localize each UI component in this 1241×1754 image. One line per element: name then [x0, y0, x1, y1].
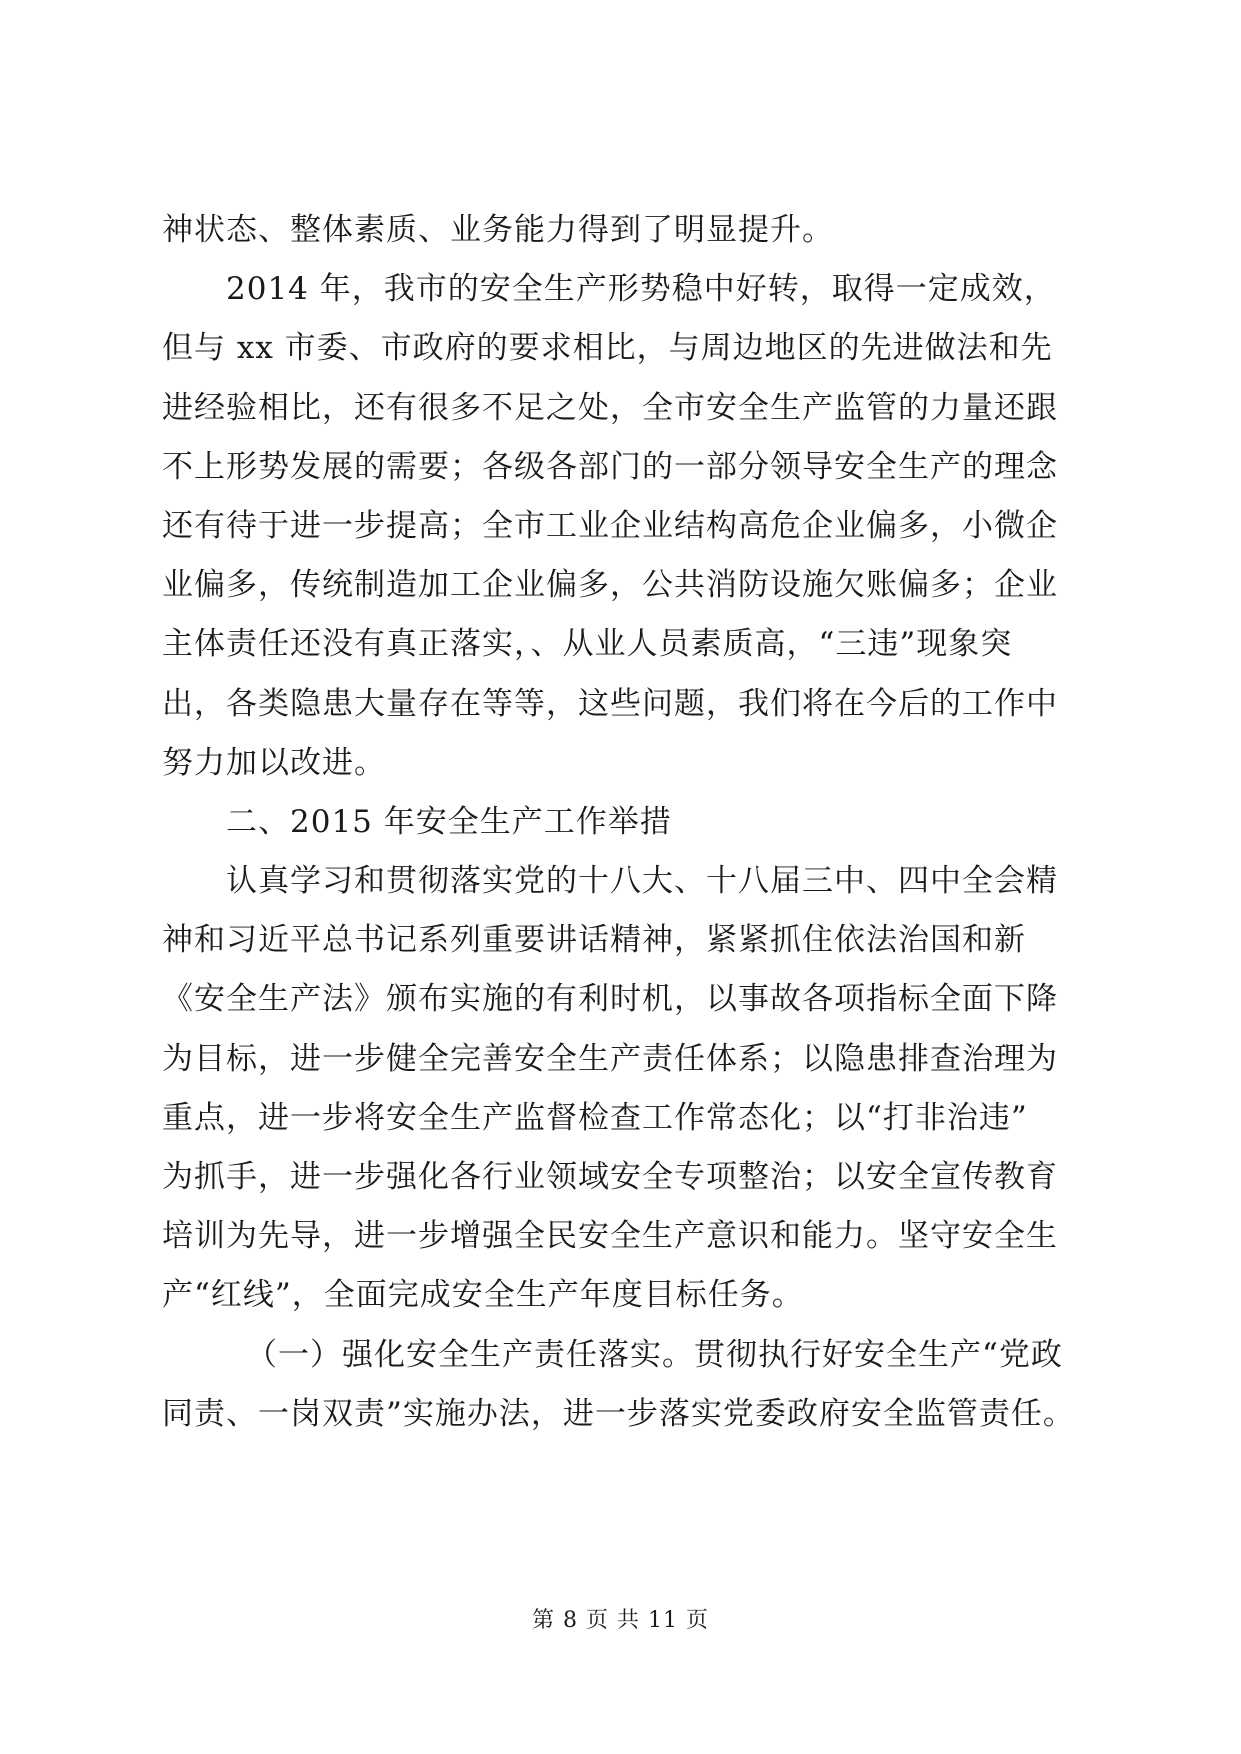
text-line: 努力加以改进。 [162, 744, 386, 781]
text-line: 主体责任还没有真正落实，、从业人员素质高，“三违”现象突 [162, 626, 1013, 663]
text-line: 《安全生产法》颁布实施的有利时机，以事故各项指标全面下降 [162, 981, 1058, 1018]
text-line: 重点，进一步将安全生产监督检查工作常态化；以“打非治违” [162, 1099, 1028, 1136]
text-line: 为抓手，进一步强化各行业领域安全专项整治；以安全宣传教育 [162, 1159, 1058, 1195]
text-line: 进经验相比，还有很多不足之处，全市安全生产监管的力量还跟 [162, 389, 1058, 426]
text-line: 出，各类隐患大量存在等等，这些问题，我们将在今后的工作中 [162, 685, 1058, 722]
text-line: 产“红线”，全面完成安全生产年度目标任务。 [162, 1277, 804, 1314]
paragraph-start-line: 2014 年，我市的安全生产形势稳中好转，取得一定成效， [226, 271, 1056, 308]
subsection-start-line: （一）强化安全生产责任落实。贯彻执行好安全生产“党政 [246, 1336, 1063, 1373]
text-line: 同责、一岗双责”实施办法，进一步落实党委政府安全监管责任。 [162, 1395, 1075, 1432]
text-line: 为目标，进一步健全完善安全生产责任体系；以隐患排查治理为 [162, 1040, 1058, 1077]
document-body [162, 201, 1082, 1444]
paragraph-start-line: 认真学习和贯彻落实党的十八大、十八届三中、四中全会精 [226, 863, 1058, 900]
text-line: 神状态、整体素质、业务能力得到了明显提升。 [162, 212, 834, 248]
text-line: 但与 xx 市委、市政府的要求相比，与周边地区的先进做法和先 [162, 330, 1053, 367]
text-line: 还有待于进一步提高；全市工业企业结构高危企业偏多，小微企 [162, 507, 1058, 544]
page-number-footer: 第 8 页 共 11 页 [532, 1608, 709, 1633]
text-line: 培训为先导，进一步增强全民安全生产意识和能力。坚守安全生 [162, 1218, 1058, 1255]
section-heading: 二、2015 年安全生产工作举措 [226, 803, 672, 840]
text-line: 神和习近平总书记系列重要讲话精神，紧紧抓住依法治国和新 [162, 922, 1026, 959]
text-line: 业偏多，传统制造加工企业偏多，公共消防设施欠账偏多；企业 [162, 567, 1058, 604]
text-line: 不上形势发展的需要；各级各部门的一部分领导安全生产的理念 [162, 448, 1058, 485]
